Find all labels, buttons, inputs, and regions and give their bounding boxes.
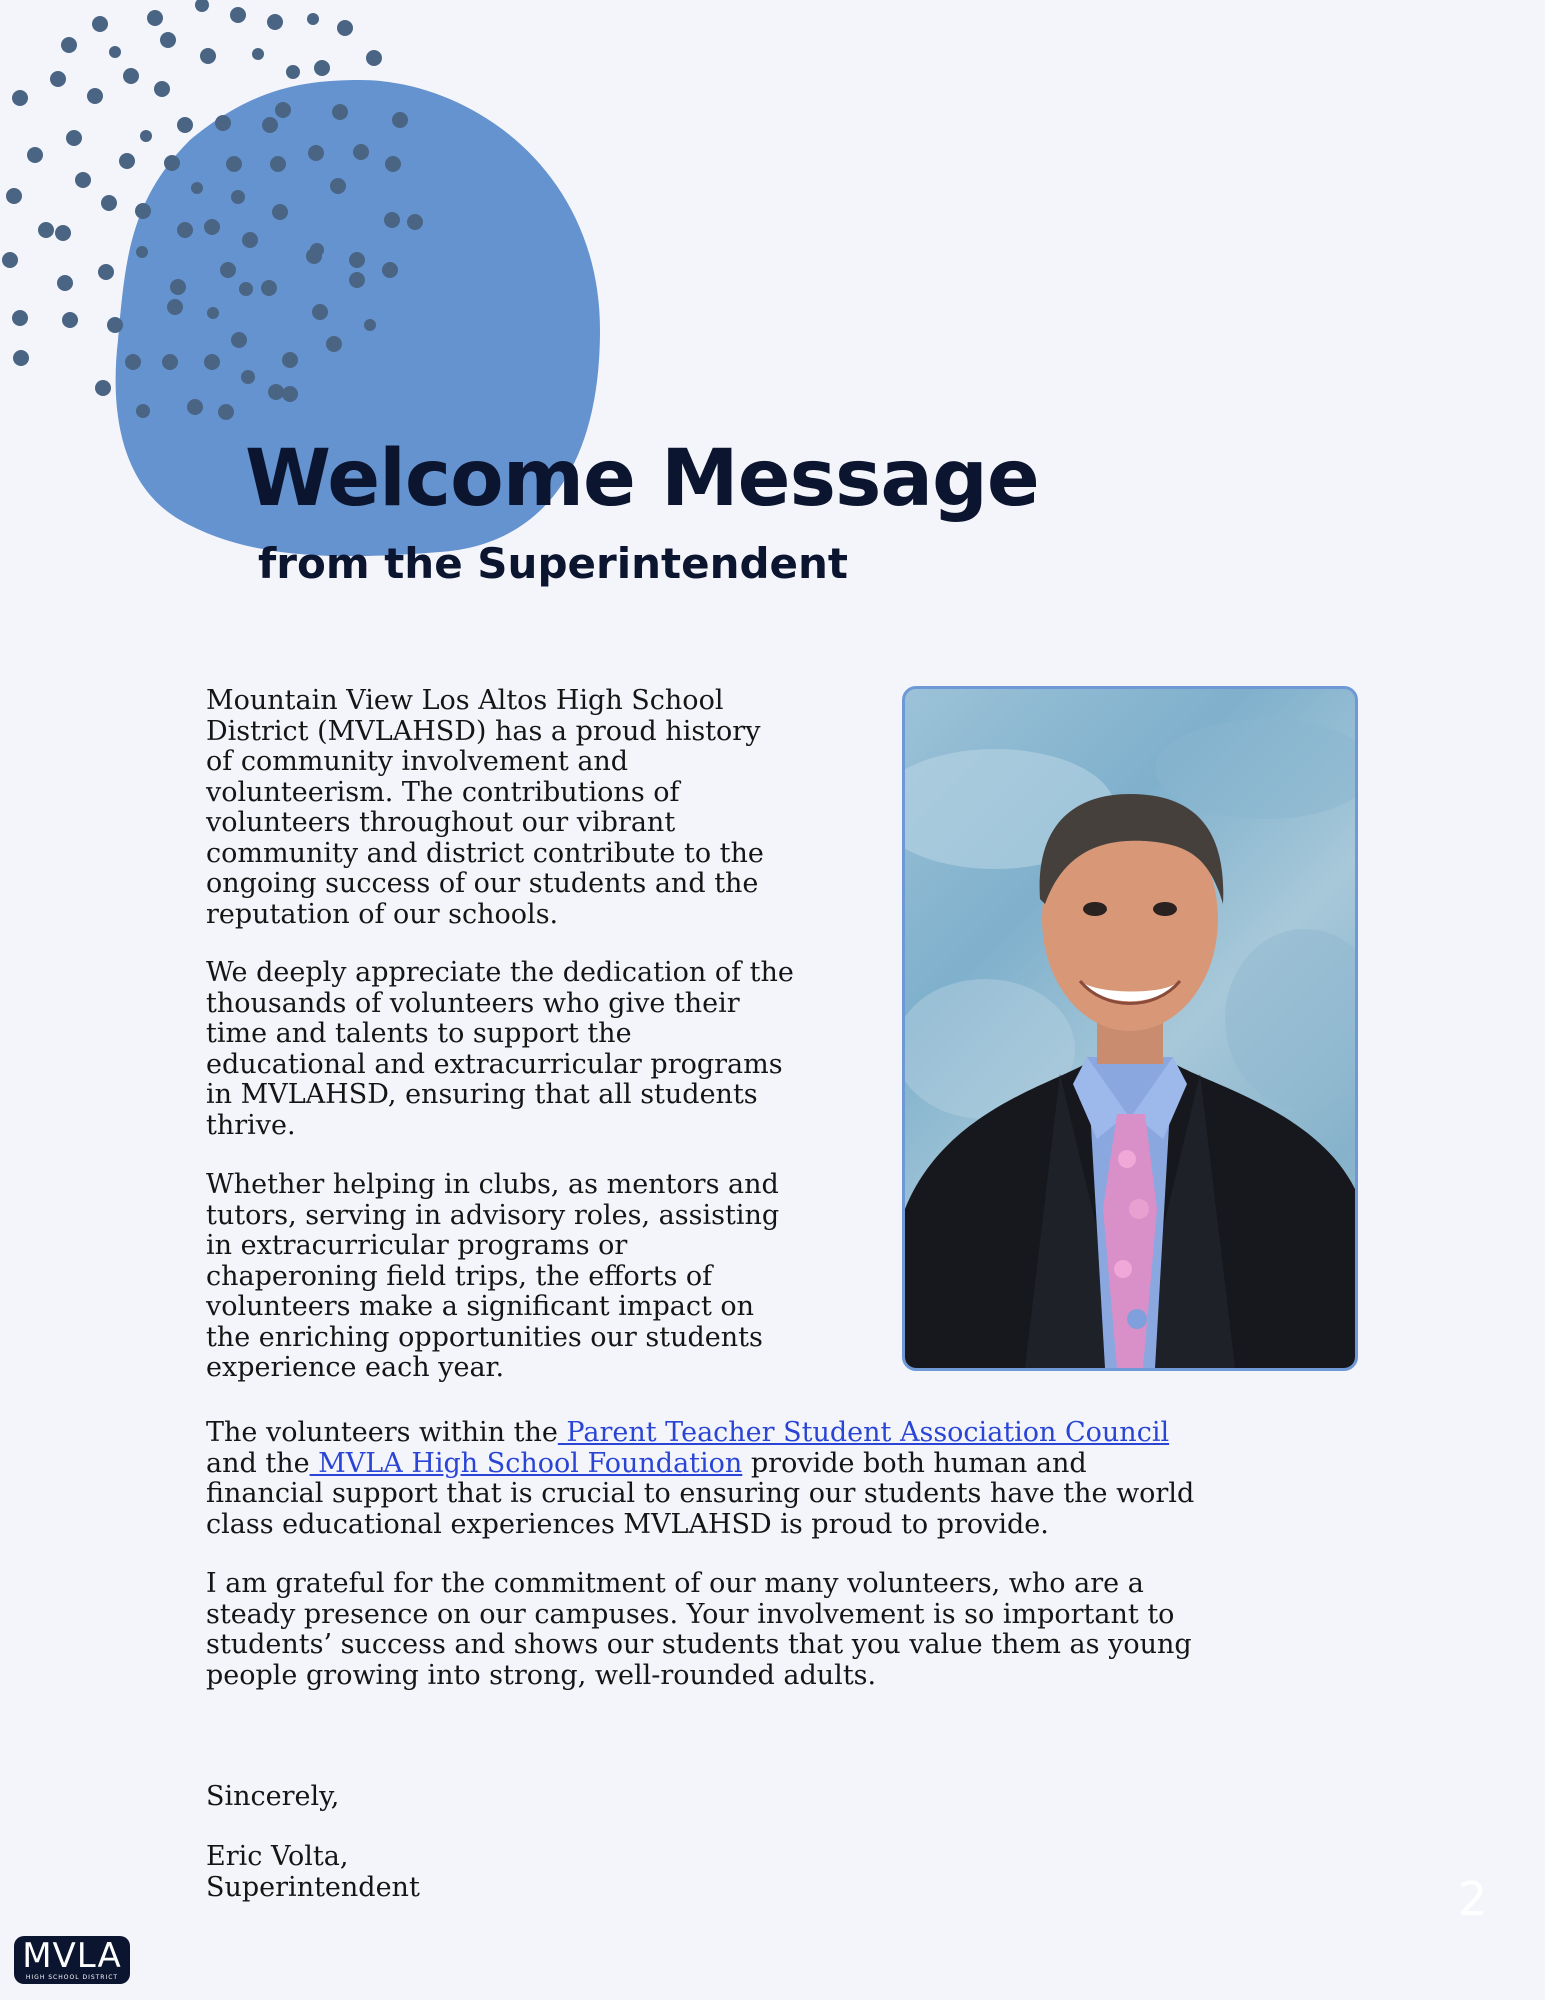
decorative-dot: [177, 117, 193, 133]
decorative-dot: [307, 13, 319, 25]
decorative-dot: [282, 386, 298, 402]
decorative-dot: [147, 10, 163, 26]
decorative-dot: [92, 16, 108, 32]
decorative-dot: [242, 232, 258, 248]
decorative-dot: [312, 304, 328, 320]
decorative-dot: [330, 178, 346, 194]
decorative-dot: [207, 307, 219, 319]
decorative-dot: [200, 48, 216, 64]
decorative-dot: [349, 252, 365, 268]
decorative-dot: [204, 219, 220, 235]
mvla-logo: [14, 1936, 130, 1984]
decorative-dot: [239, 282, 253, 296]
decorative-dot: [167, 299, 183, 315]
decorative-dot: [220, 262, 236, 278]
decorative-dot: [286, 65, 300, 79]
decorative-dot: [187, 399, 203, 415]
decorative-dot: [170, 279, 186, 295]
paragraph-support-text-a: The volunteers within the: [206, 1417, 558, 1448]
decorative-dot: [349, 272, 365, 288]
decorative-dot: [62, 312, 78, 328]
decorative-dot: [13, 350, 29, 366]
paragraph-gratitude: I am grateful for the commitment of our many volunteers, who are a steady presence on our campuses. Your involvement is so important to students’ success and shows our students that you value them as young people growing into strong, well-rounded adults.: [206, 1568, 1192, 1691]
decorative-dot: [75, 172, 91, 188]
decorative-dot: [191, 182, 203, 194]
page-title: Welcome Message: [245, 434, 1039, 524]
decorative-dot: [226, 156, 242, 172]
decorative-dot: [160, 32, 176, 48]
paragraph-intro: Mountain View Los Altos High School District (MVLAHSD) has a proud history of community involvement and volunteerism. The contributions of volunteers throughout our vibrant community and district contribute to the ongoing success of our students and the reputation of our schools.: [206, 685, 764, 930]
decorative-dot: [101, 195, 117, 211]
paragraph-efforts: Whether helping in clubs, as mentors and tutors, serving in advisory roles, assisting in extracurricular programs or chaperoning field trips, the efforts of volunteers make a significant impact on the enriching opportunities our students experience each year.: [206, 1169, 780, 1383]
decorative-dot: [267, 14, 283, 30]
decorative-dot: [262, 117, 278, 133]
closing: Sincerely,: [206, 1781, 340, 1812]
decorative-dot: [27, 147, 43, 163]
decorative-dot: [136, 246, 148, 258]
decorative-dot: [231, 332, 247, 348]
decorative-dot: [385, 156, 401, 172]
decorative-dot: [241, 370, 255, 384]
logo-subtext: HIGH SCHOOL DISTRICT: [25, 1974, 119, 1981]
paragraph-support-text-b: and the: [206, 1447, 310, 1479]
decorative-dot: [107, 317, 123, 333]
decorative-dot: [177, 222, 193, 238]
decorative-dot: [218, 404, 234, 420]
mvla-foundation-link[interactable]: MVLA High School Foundation: [309, 1447, 743, 1479]
decorative-dot: [57, 275, 73, 291]
decorative-dot: [215, 115, 231, 131]
decorative-dot: [136, 404, 150, 418]
decorative-dot: [364, 319, 376, 331]
decorative-dot: [195, 0, 209, 12]
decorative-dot: [382, 262, 398, 278]
decorative-dot: [38, 222, 54, 238]
decorative-dot: [135, 203, 151, 219]
decorative-dot: [125, 354, 141, 370]
superintendent-portrait: [902, 686, 1358, 1371]
paragraph-support: [206, 1418, 1326, 1540]
decorative-dot: [366, 50, 382, 66]
decorative-dot: [123, 68, 139, 84]
decorative-dot: [353, 144, 369, 160]
decorative-dot: [109, 46, 121, 58]
decorative-dot: [12, 310, 28, 326]
decorative-dot: [204, 354, 220, 370]
decorative-dot: [2, 252, 18, 268]
paragraph-support-text-c: provide both human and financial support that is crucial to ensuring our students have the world class educational experiences MVLAHSD is proud to provide.: [206, 1447, 1195, 1540]
decorative-dot: [61, 37, 77, 53]
logo-text: MVLA: [22, 1936, 122, 1976]
decorative-dot: [326, 336, 342, 352]
page-subtitle: from the Superintendent: [258, 539, 849, 588]
decorative-dot: [87, 88, 103, 104]
decorative-dot: [164, 155, 180, 171]
decorative-dot: [392, 112, 408, 128]
decorative-dot: [230, 7, 246, 23]
decorative-dot: [270, 156, 286, 172]
decorative-dot: [337, 20, 353, 36]
decorative-dot: [154, 81, 170, 97]
decorative-dot: [282, 352, 298, 368]
portrait-illustration: [905, 689, 1355, 1368]
decorative-dot: [310, 243, 324, 257]
decorative-dot: [95, 380, 111, 396]
decorative-dot: [314, 60, 330, 76]
decorative-dot: [261, 280, 277, 296]
decorative-dot: [6, 188, 22, 204]
decorative-dot: [50, 71, 66, 87]
page-number: 2: [1458, 1872, 1488, 1926]
decorative-dot: [272, 204, 288, 220]
decorative-dot: [332, 104, 348, 120]
decorative-dot: [162, 354, 178, 370]
decorative-dot: [140, 130, 152, 142]
decorative-dot: [407, 214, 423, 230]
decorative-dot: [268, 384, 284, 400]
decorative-dot: [119, 153, 135, 169]
paragraph-appreciation: We deeply appreciate the dedication of the thousands of volunteers who give their time and talents to support the educational and extracurricular programs in MVLAHSD, ensuring that all students thrive.: [206, 957, 794, 1141]
decorative-dot: [98, 264, 114, 280]
decorative-dot: [12, 90, 28, 106]
decorative-dot: [66, 130, 82, 146]
decorative-dot: [275, 102, 291, 118]
ptsa-council-link[interactable]: Parent Teacher Student Association Council: [557, 1417, 1170, 1448]
signature: Eric Volta, Superintendent: [206, 1841, 420, 1903]
decorative-dot: [252, 48, 264, 60]
decorative-dot: [308, 145, 324, 161]
decorative-dot: [55, 225, 71, 241]
decorative-dot: [384, 212, 400, 228]
decorative-dot: [231, 190, 245, 204]
